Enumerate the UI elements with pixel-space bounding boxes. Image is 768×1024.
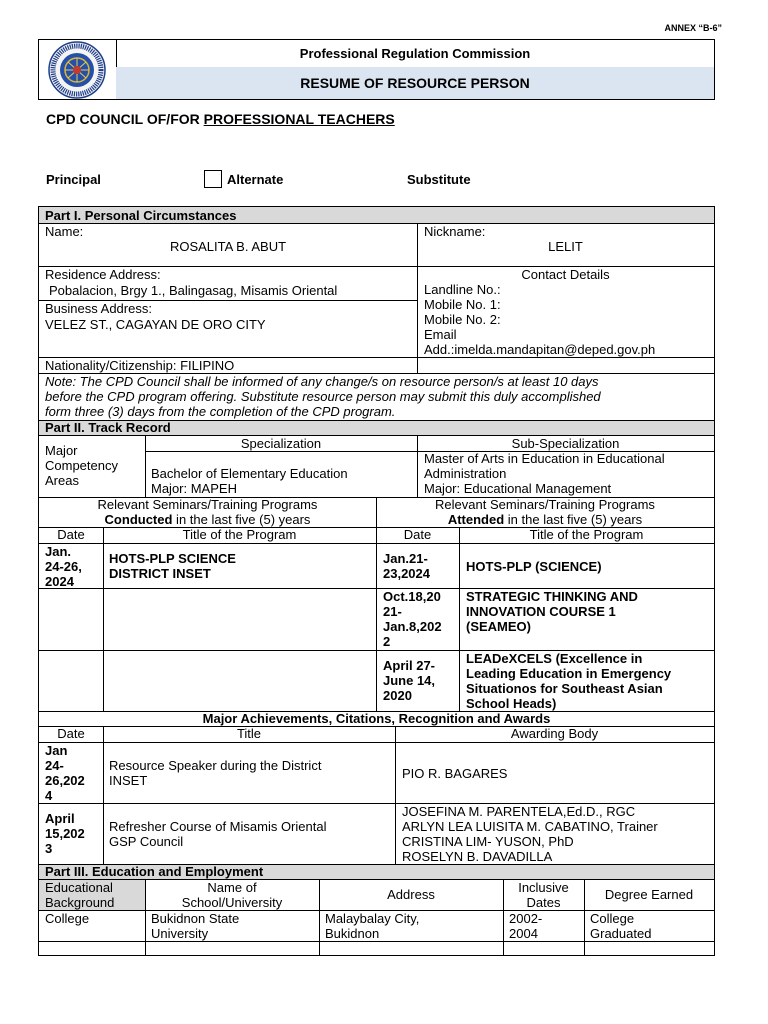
- alternate-option: Alternate: [227, 172, 284, 187]
- specialization-header: Specialization: [240, 436, 322, 451]
- part3-title: Part III. Education and Employment: [45, 864, 264, 879]
- org-name: Professional Regulation Commission: [116, 40, 714, 68]
- edu-bg-header-b: Background: [45, 895, 115, 910]
- attended-3-title-b: Leading Education in Emergency: [466, 666, 672, 681]
- edu-address-b: Bukidnon: [325, 926, 380, 941]
- achievement-1-date-b: 24-: [45, 758, 64, 773]
- address-header: Address: [387, 887, 435, 902]
- prc-seal-logo: [39, 40, 117, 99]
- edu-dates-b: 2004: [509, 926, 538, 941]
- specialization-2: Major: MAPEH: [151, 481, 237, 496]
- header-box: [38, 39, 715, 100]
- degree-header: Degree Earned: [604, 887, 694, 902]
- attended-title-header: Title of the Program: [529, 527, 644, 542]
- edu-address-a: Malaybalay City,: [325, 911, 420, 926]
- conducted-date-header: Date: [57, 527, 85, 542]
- achievement-2-body-b: ARLYN LEA LUISITA M. CABATINO, Trainer: [402, 819, 658, 834]
- edu-bg-header-a: Educational: [45, 880, 113, 895]
- conducted-1-title-b: DISTRICT INSET: [109, 566, 211, 581]
- name-value: ROSALITA B. ABUT: [169, 239, 287, 254]
- mobile2-label: Mobile No. 2:: [424, 312, 501, 327]
- edu-school-b: University: [151, 926, 209, 941]
- attended-3-date-a: April 27-: [383, 658, 436, 673]
- nickname-label: Nickname:: [424, 224, 486, 239]
- attended-3-date-b: June 14,: [383, 673, 436, 688]
- conducted-1-date-c: 2024: [45, 574, 74, 589]
- achievement-1-title-a: Resource Speaker during the District: [109, 758, 322, 773]
- edu-dates-a: 2002-: [509, 911, 543, 926]
- email-label: Email: [424, 327, 457, 342]
- major-label-1: Major: [45, 443, 78, 458]
- attended-bold: Attended: [447, 512, 505, 527]
- alternate-checkbox[interactable]: [204, 170, 222, 188]
- conducted-1-date-a: Jan.: [45, 544, 72, 559]
- principal-option: Principal: [46, 172, 101, 187]
- conducted-1-title-a: HOTS-PLP SCIENCE: [109, 551, 236, 566]
- achievement-2-date-a: April: [45, 811, 75, 826]
- annex-label: ANNEX “B-6”: [664, 23, 722, 33]
- achievement-2-title-a: Refresher Course of Misamis Oriental: [109, 819, 327, 834]
- resume-form-table: [38, 206, 715, 956]
- attended-1-title: HOTS-PLP (SCIENCE): [466, 559, 602, 574]
- business-label: Business Address:: [45, 301, 152, 316]
- attended-1-date-b: 23,2024: [383, 566, 430, 581]
- conducted-1-date-b: 24-26,: [45, 559, 82, 574]
- dates-header-a: Inclusive: [518, 880, 569, 895]
- note-line-1: Note: The CPD Council shall be informed of any change/s on resource person/s at least 10 days: [45, 374, 599, 389]
- achievement-2-body-a: JOSEFINA M. PARENTELA,Ed.D., RGC: [402, 804, 636, 819]
- achievement-2-title-b: GSP Council: [109, 834, 184, 849]
- note-line-3: form three (3) days from the completion of the CPD program.: [45, 404, 396, 419]
- attended-1-date-a: Jan.21-: [383, 551, 428, 566]
- council-line: [46, 111, 395, 127]
- major-label-2: Competency: [45, 458, 118, 473]
- mobile1-label: Mobile No. 1:: [424, 297, 501, 312]
- achievements-title: Major Achievements, Citations, Recognition and Awards: [202, 711, 551, 726]
- conducted-header-2: [39, 512, 376, 527]
- council-prefix: CPD COUNCIL OF/FOR: [46, 111, 204, 127]
- attended-2-title-c: (SEAMEO): [466, 619, 531, 634]
- attended-3-title-a: LEADeXCELS (Excellence in: [466, 651, 643, 666]
- note-line-2: before the CPD program offering. Substitute resource person may submit this duly accomplished: [45, 389, 601, 404]
- nationality: Nationality/Citizenship: FILIPINO: [45, 358, 235, 373]
- edu-level: College: [45, 911, 90, 926]
- sub-specialization-2: Administration: [424, 466, 507, 481]
- attended-date-header: Date: [403, 527, 432, 542]
- achievement-title-header: Title: [236, 726, 262, 741]
- attended-rest: in the last five (5) years: [504, 512, 643, 527]
- attended-3-title-d: School Heads): [466, 696, 557, 711]
- nickname-value: LELIT: [548, 239, 583, 254]
- email-value: Add.:imelda.mandapitan@deped.gov.ph: [424, 342, 656, 357]
- edu-degree-b: Graduated: [590, 926, 652, 941]
- contact-details-title: Contact Details: [521, 267, 610, 282]
- attended-2-date-c: Jan.8,202: [383, 619, 442, 634]
- business-value: VELEZ ST., CAGAYAN DE ORO CITY: [45, 317, 266, 332]
- edu-school-a: Bukidnon State: [151, 911, 240, 926]
- residence-label: Residence Address:: [45, 267, 161, 282]
- attended-3-title-c: Situationos for Southeast Asian: [466, 681, 663, 696]
- achievement-1-date-a: Jan: [45, 743, 68, 758]
- achievement-date-header: Date: [57, 726, 85, 741]
- conducted-bold: Conducted: [104, 512, 173, 527]
- attended-2-title-a: STRATEGIC THINKING AND: [466, 589, 638, 604]
- achievement-1-date-c: 26,202: [45, 773, 85, 788]
- attended-2-date-a: Oct.18,20: [383, 589, 441, 604]
- awarding-body-header: Awarding Body: [510, 726, 599, 741]
- landline-label: Landline No.:: [424, 282, 501, 297]
- achievement-2-date-c: 3: [45, 841, 53, 856]
- specialization-1: Bachelor of Elementary Education: [151, 466, 348, 481]
- edu-degree-a: College: [590, 911, 635, 926]
- achievement-2-body-c: CRISTINA LIM- YUSON, PhD: [402, 834, 574, 849]
- attended-header-1: Relevant Seminars/Training Programs: [435, 497, 655, 512]
- sub-specialization-1: Master of Arts in Education in Educational: [424, 451, 665, 466]
- achievement-1-date-d: 4: [45, 788, 53, 803]
- attended-2-date-b: 21-: [383, 604, 402, 619]
- achievement-2-body-d: ROSELYN B. DAVADILLA: [402, 849, 553, 864]
- dates-header-b: Dates: [526, 895, 561, 910]
- sub-specialization-header: Sub-Specialization: [511, 436, 620, 451]
- achievement-1-title-b: INSET: [109, 773, 148, 788]
- part2-title: Part II. Track Record: [45, 420, 171, 435]
- form-title: RESUME OF RESOURCE PERSON: [116, 67, 714, 99]
- attended-3-date-c: 2020: [383, 688, 412, 703]
- council-name: PROFESSIONAL TEACHERS: [203, 111, 395, 127]
- name-label: Name:: [45, 224, 84, 239]
- attended-2-date-d: 2: [383, 634, 391, 649]
- residence-value: Pobalacion, Brgy 1., Balingasag, Misamis Oriental: [49, 283, 338, 298]
- part1-title: Part I. Personal Circumstances: [45, 208, 237, 223]
- school-header-a: Name of: [207, 880, 257, 895]
- conducted-rest: in the last five (5) years: [172, 512, 311, 527]
- major-label-3: Areas: [45, 473, 79, 488]
- achievement-2-date-b: 15,202: [45, 826, 85, 841]
- sub-specialization-3: Major: Educational Management: [424, 481, 612, 496]
- attended-header-2: [376, 512, 714, 527]
- attended-2-title-b: INNOVATION COURSE 1: [466, 604, 616, 619]
- conducted-header-1: Relevant Seminars/Training Programs: [97, 497, 318, 512]
- school-header-b: School/University: [181, 895, 283, 910]
- achievement-1-body: PIO R. BAGARES: [402, 766, 508, 781]
- substitute-option: Substitute: [407, 172, 471, 187]
- conducted-title-header: Title of the Program: [182, 527, 297, 542]
